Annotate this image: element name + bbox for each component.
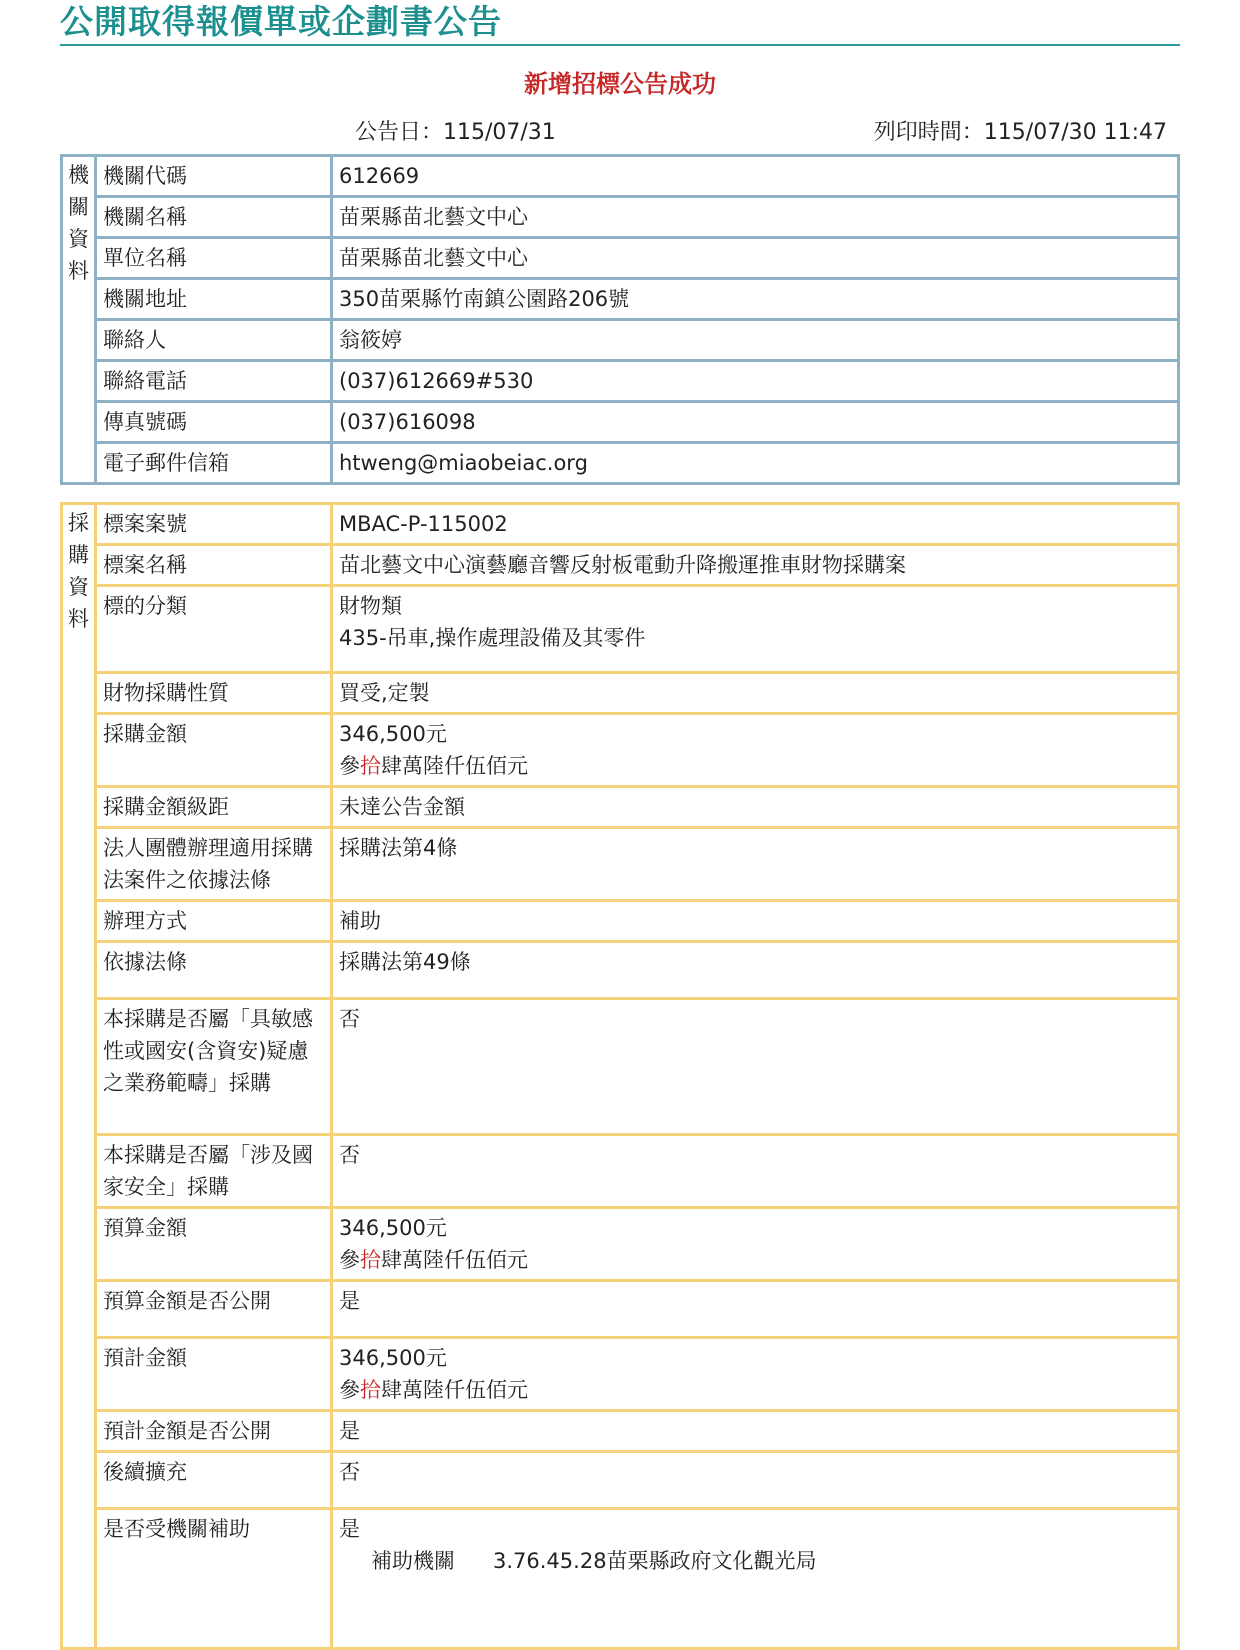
subsidy-org-label: 補助機關 — [371, 1549, 455, 1573]
budget-value — [332, 1208, 1179, 1281]
basis-article-value: 採購法第49條 — [332, 942, 1179, 999]
national-security-value: 否 — [332, 1135, 1179, 1208]
budget-public-label: 預算金額是否公開 — [96, 1281, 332, 1338]
subsidy-org-value: 3.76.45.28苗栗縣政府文化觀光局 — [493, 1549, 817, 1573]
legal-basis-entity-label: 法人團體辦理適用採購法案件之依據法條 — [96, 828, 332, 901]
agency-section-label — [62, 156, 96, 484]
page-title: 公開取得報價單或企劃書公告 — [60, 0, 1180, 46]
nature-value: 買受,定製 — [332, 673, 1179, 714]
email-label: 電子郵件信箱 — [96, 443, 332, 484]
agency-name-label: 機關名稱 — [96, 197, 332, 238]
contact-person-value: 翁筱婷 — [332, 320, 1179, 361]
amount-level-value: 未達公告金額 — [332, 787, 1179, 828]
category-type: 財物類 — [339, 594, 402, 618]
national-security-label: 本採購是否屬「涉及國家安全」採購 — [96, 1135, 332, 1208]
agency-code-label: 機關代碼 — [96, 156, 332, 197]
amount-label: 採購金額 — [96, 714, 332, 787]
unit-name-label: 單位名稱 — [96, 238, 332, 279]
agency-address-label: 機關地址 — [96, 279, 332, 320]
estimate-public-value: 是 — [332, 1411, 1179, 1452]
subsidy-value — [332, 1509, 1179, 1649]
category-value — [332, 586, 1179, 673]
budget-words: 參拾肆萬陸仟伍佰元 — [339, 1248, 528, 1272]
category-label: 標的分類 — [96, 586, 332, 673]
agency-name-value: 苗栗縣苗北藝文中心 — [332, 197, 1179, 238]
budget-label: 預算金額 — [96, 1208, 332, 1281]
phone-value: (037)612669#530 — [332, 361, 1179, 402]
method-label: 辦理方式 — [96, 901, 332, 942]
amount-level-label: 採購金額級距 — [96, 787, 332, 828]
fax-value: (037)616098 — [332, 402, 1179, 443]
case-no-value: MBAC-P-115002 — [332, 504, 1179, 545]
category-code: 435-吊車,操作處理設備及其零件 — [339, 626, 646, 650]
success-message: 新增招標公告成功 — [524, 70, 716, 98]
method-value: 補助 — [332, 901, 1179, 942]
unit-name-value: 苗栗縣苗北藝文中心 — [332, 238, 1179, 279]
estimate-label: 預計金額 — [96, 1338, 332, 1411]
procurement-section-label — [62, 504, 96, 1649]
phone-label: 聯絡電話 — [96, 361, 332, 402]
expansion-label: 後續擴充 — [96, 1452, 332, 1509]
procurement-section-label-text: 採購資料 — [68, 511, 89, 631]
fax-label: 傳真號碼 — [96, 402, 332, 443]
sensitive-label: 本採購是否屬「具敏感性或國安(含資安)疑慮之業務範疇」採購 — [96, 999, 332, 1135]
expansion-value: 否 — [332, 1452, 1179, 1509]
announce-date: 公告日：115/07/31 — [355, 120, 556, 145]
amount-value — [332, 714, 1179, 787]
email-value: htweng@miaobeiac.org — [332, 443, 1179, 484]
basis-article-label: 依據法條 — [96, 942, 332, 999]
case-name-value: 苗北藝文中心演藝廳音響反射板電動升降搬運推車財物採購案 — [332, 545, 1179, 586]
agency-info-table — [60, 154, 1180, 485]
estimate-number: 346,500元 — [339, 1346, 447, 1370]
budget-public-value: 是 — [332, 1281, 1179, 1338]
procurement-info-table — [60, 502, 1180, 1650]
subsidy-label: 是否受機關補助 — [96, 1509, 332, 1649]
print-time: 列印時間：115/07/30 11:47 — [873, 120, 1167, 145]
case-no-label: 標案案號 — [96, 504, 332, 545]
budget-number: 346,500元 — [339, 1216, 447, 1240]
nature-label: 財物採購性質 — [96, 673, 332, 714]
sensitive-value: 否 — [332, 999, 1179, 1135]
estimate-value — [332, 1338, 1179, 1411]
agency-address-value: 350苗栗縣竹南鎮公園路206號 — [332, 279, 1179, 320]
estimate-public-label: 預計金額是否公開 — [96, 1411, 332, 1452]
legal-basis-entity-value: 採購法第4條 — [332, 828, 1179, 901]
amount-words: 參拾肆萬陸仟伍佰元 — [339, 754, 528, 778]
estimate-words: 參拾肆萬陸仟伍佰元 — [339, 1378, 528, 1402]
amount-number: 346,500元 — [339, 722, 447, 746]
subsidy-answer: 是 — [339, 1517, 360, 1541]
case-name-label: 標案名稱 — [96, 545, 332, 586]
subsidy-org — [339, 1545, 1171, 1577]
contact-person-label: 聯絡人 — [96, 320, 332, 361]
agency-section-label-text: 機關資料 — [68, 163, 89, 283]
agency-code-value: 612669 — [332, 156, 1179, 197]
